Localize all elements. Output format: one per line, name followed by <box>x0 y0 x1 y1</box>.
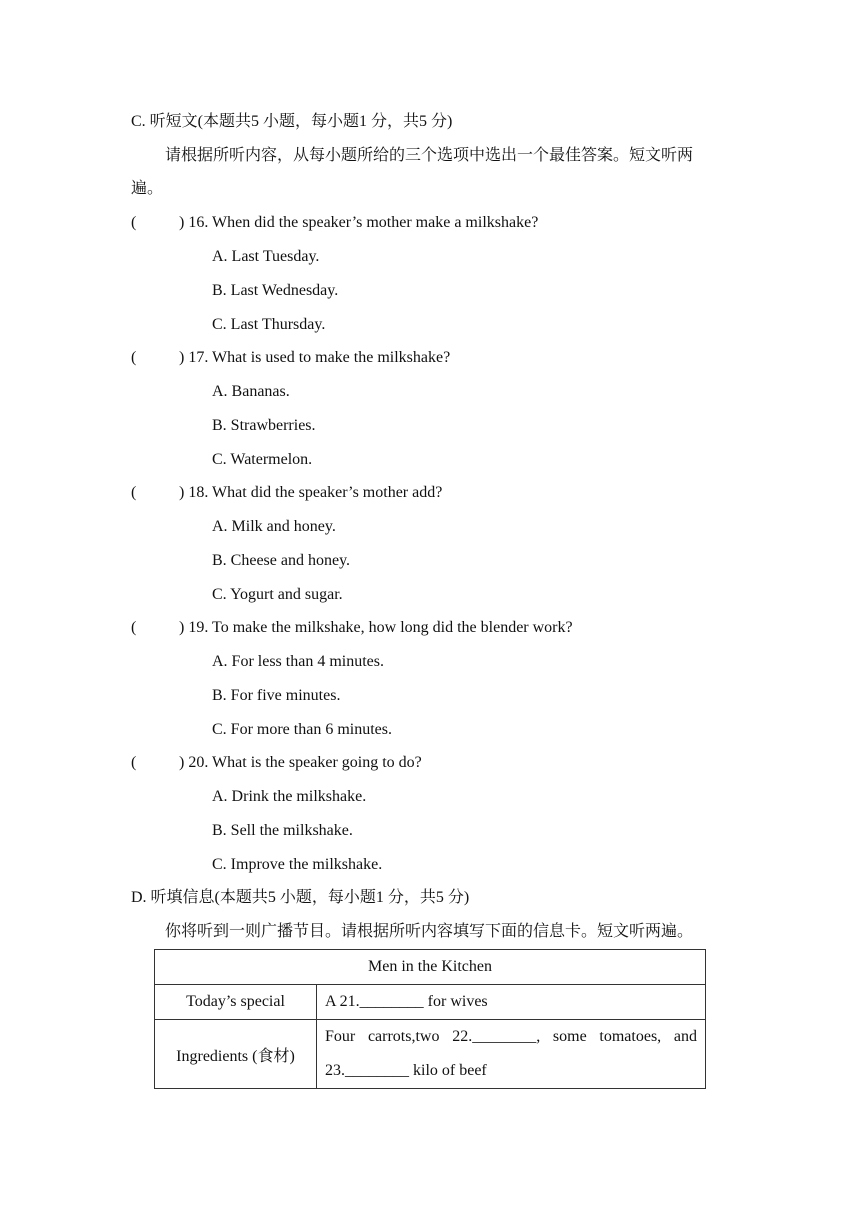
question-text: ) 17. What is used to make the milkshake? <box>179 349 451 366</box>
option-20-c: C. Improve the milkshake. <box>212 856 383 873</box>
option-17-b: B. Strawberries. <box>212 417 316 434</box>
ingredients-text: Four carrots,two 22.________, some tomatoes, and 23.________ kilo of beef <box>325 1028 697 1079</box>
answer-blank-open[interactable]: ( <box>131 484 137 501</box>
table-row <box>155 985 706 1020</box>
option-16-b: B. Last Wednesday. <box>212 282 339 299</box>
table-row <box>155 1020 706 1089</box>
option-20-a: A. Drink the milkshake. <box>212 788 367 805</box>
option-17-a: A. Bananas. <box>212 383 290 400</box>
question-19 <box>131 618 573 638</box>
section-d-heading: D. 听填信息(本题共5 小题，每小题1 分，共5 分) <box>131 889 470 906</box>
option-19-a: A. For less than 4 minutes. <box>212 653 384 670</box>
answer-blank-open[interactable]: ( <box>131 214 137 231</box>
question-18 <box>131 483 442 503</box>
row-value-todays-special[interactable]: A 21.________ for wives <box>317 985 706 1020</box>
section-d-instruction: 你将听到一则广播节目。请根据所听内容填写下面的信息卡。短文听两遍。 <box>165 923 694 940</box>
info-card-table <box>154 949 706 1089</box>
option-20-b: B. Sell the milkshake. <box>212 822 353 839</box>
option-19-c: C. For more than 6 minutes. <box>212 721 392 738</box>
option-17-c: C. Watermelon. <box>212 451 313 468</box>
table-row <box>155 950 706 985</box>
option-16-c: C. Last Thursday. <box>212 316 326 333</box>
question-text: ) 16. When did the speaker’s mother make a milkshake? <box>179 214 539 231</box>
option-18-c: C. Yogurt and sugar. <box>212 586 343 603</box>
question-17 <box>131 348 450 368</box>
answer-blank-open[interactable]: ( <box>131 349 137 366</box>
section-c-heading: C. 听短文(本题共5 小题，每小题1 分，共5 分) <box>131 113 453 130</box>
section-c-instruction-cont: 遍。 <box>131 180 164 197</box>
option-19-b: B. For five minutes. <box>212 687 341 704</box>
question-text: ) 19. To make the milkshake, how long did the blender work? <box>179 619 573 636</box>
question-20 <box>131 753 422 773</box>
question-16 <box>131 213 538 233</box>
answer-blank-open[interactable]: ( <box>131 754 137 771</box>
option-16-a: A. Last Tuesday. <box>212 248 320 265</box>
row-label-todays-special: Today’s special <box>155 985 317 1020</box>
question-text: ) 18. What did the speaker’s mother add? <box>179 484 443 501</box>
question-text: ) 20. What is the speaker going to do? <box>179 754 422 771</box>
row-value-ingredients[interactable] <box>317 1020 706 1089</box>
table-title: Men in the Kitchen <box>155 950 706 985</box>
option-18-b: B. Cheese and honey. <box>212 552 351 569</box>
row-label-ingredients: Ingredients (食材) <box>155 1020 317 1089</box>
option-18-a: A. Milk and honey. <box>212 518 336 535</box>
section-c-instruction: 请根据所听内容，从每小题所给的三个选项中选出一个最佳答案。短文听两 <box>165 147 694 164</box>
answer-blank-open[interactable]: ( <box>131 619 137 636</box>
